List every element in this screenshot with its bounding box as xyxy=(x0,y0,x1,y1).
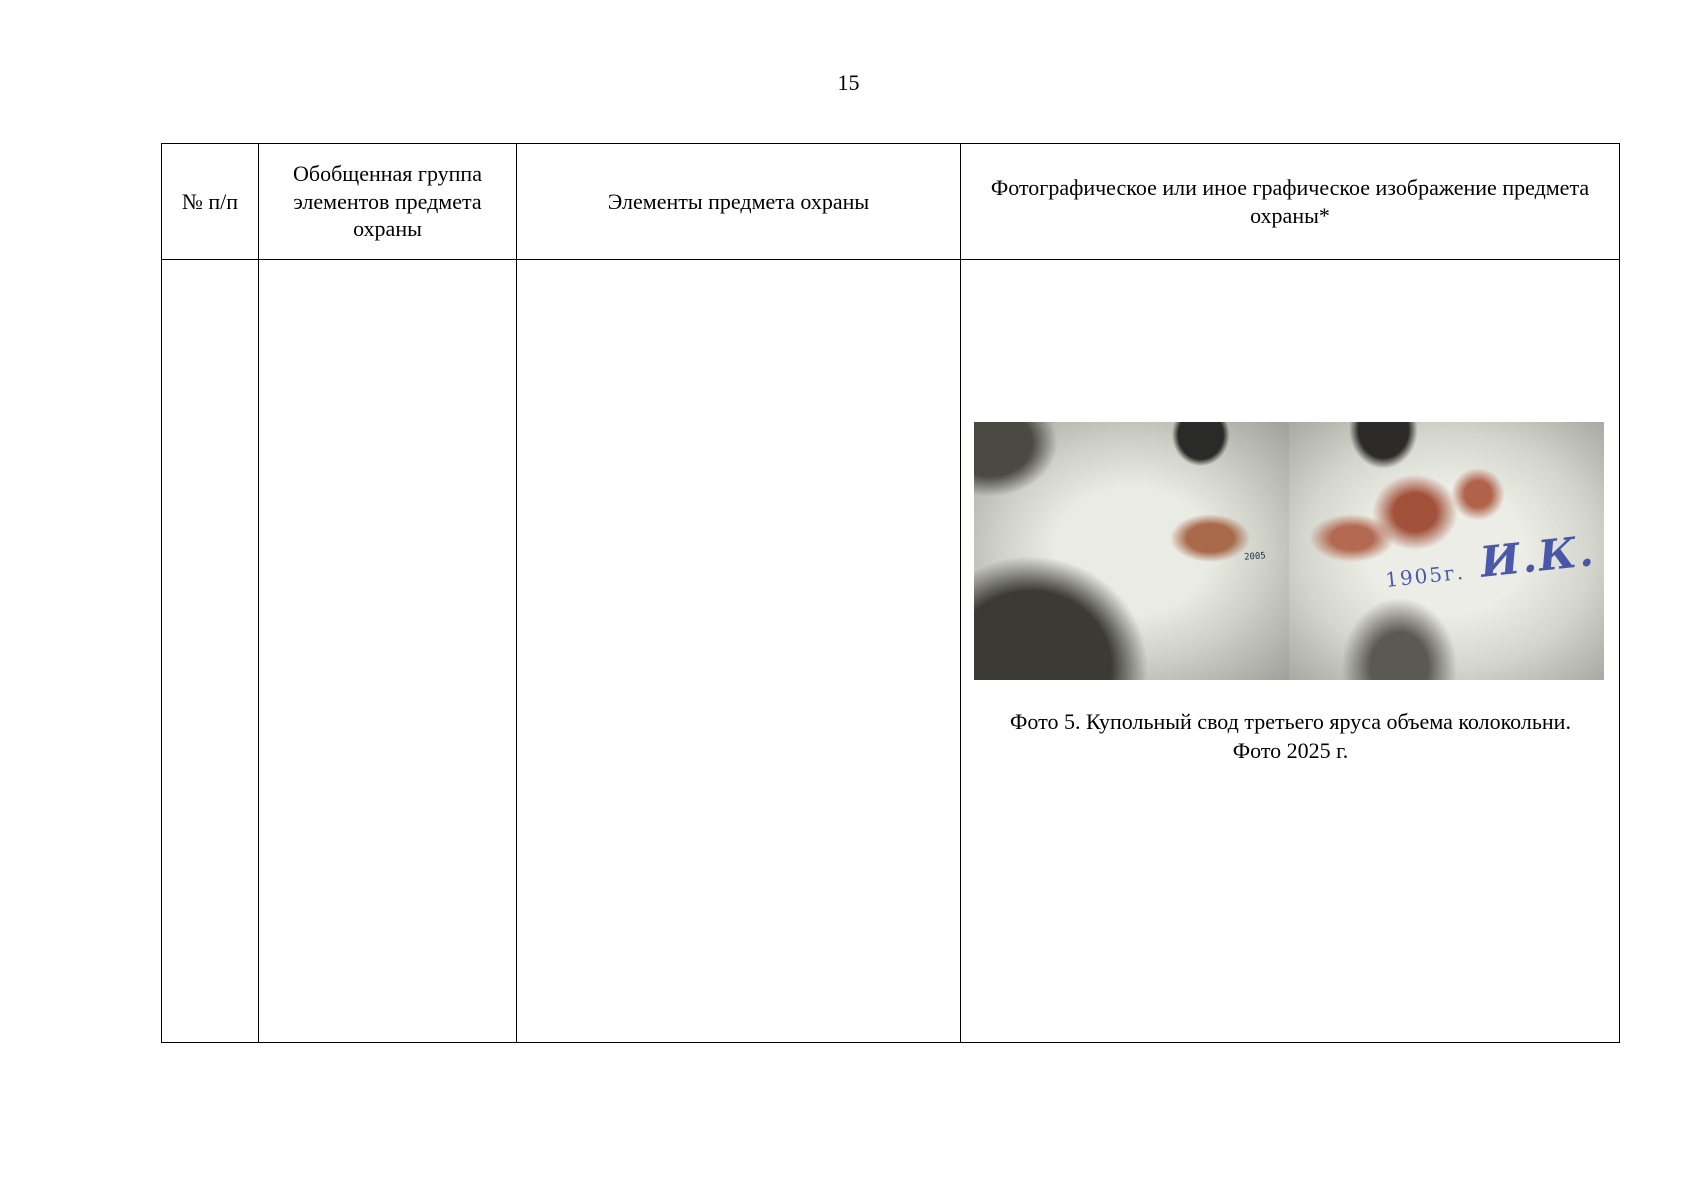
page-number: 15 xyxy=(837,70,860,95)
header-group: Обобщенная группа элементов предмета охраны xyxy=(259,144,517,260)
caption-line-1: Фото 5. Купольный свод третьего яруса объема колокольни. xyxy=(1010,709,1571,734)
cell-elements xyxy=(517,260,961,1043)
vault-photo-right xyxy=(1289,422,1604,680)
inscription-year: 1905г. xyxy=(1384,559,1466,592)
vault-photo xyxy=(974,422,1604,680)
wall-inscription-large xyxy=(1382,526,1597,597)
cell-photo xyxy=(961,260,1620,1043)
wall-inscription-small: 2005 xyxy=(1243,551,1267,563)
header-photo: Фотографическое или иное графическое изображение предмета охраны* xyxy=(961,144,1620,260)
protection-table xyxy=(161,143,1620,1043)
table-header-row xyxy=(162,144,1620,260)
header-number: № п/п xyxy=(162,144,259,260)
caption-line-2: Фото 2025 г. xyxy=(1232,738,1349,763)
table-row xyxy=(162,260,1620,1043)
inscription-initials: И.К. xyxy=(1477,526,1598,587)
cell-number xyxy=(162,260,259,1043)
vault-photo-left xyxy=(974,422,1289,680)
header-elements: Элементы предмета охраны xyxy=(517,144,961,260)
photo-caption xyxy=(961,707,1620,765)
cell-group xyxy=(259,260,517,1043)
